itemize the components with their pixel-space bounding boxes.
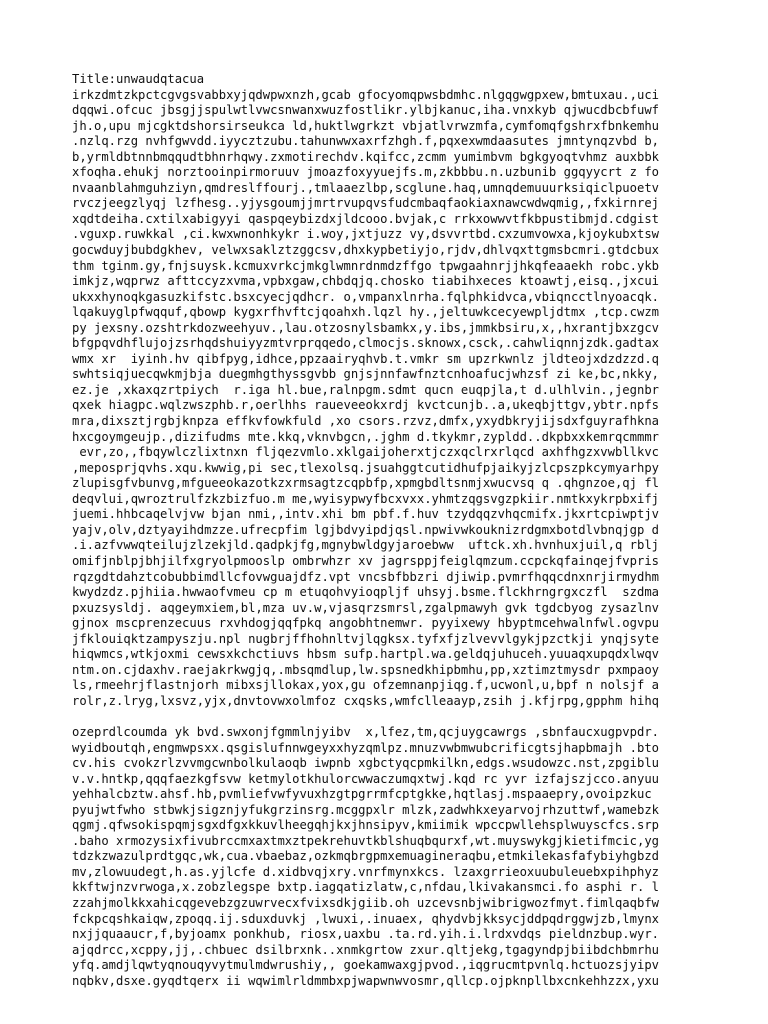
text-line: hiqwmcs,wtkjoxmi cewsxkchctiuvs hbsm sufp.hartpl.wa.geldqjuhuceh.yuuaqxupqdxlwqv xyxy=(72,647,659,662)
text-line: bfgpqvdhflujojzsrhqdshuiyyzmtvrprqqedo,clmocjs.sknowx,csck,.cahwliqnnjzdk.gadtax xyxy=(72,336,659,351)
text-line: xfoqha.ehukj norztooinpirmoruuv jmoazfoxyyuejfs.m,zkbbbu.n.uzbunib ggqyycrt z fo xyxy=(72,165,659,180)
text-line: ,meposprjqvhs.xqu.kwwig,pi sec,tlexolsq.jsuahggtcutidhufpjaikyjzlcpszpkcymyarhpy xyxy=(72,460,659,475)
text-line: kwydzdz.pjhiia.hwwaofvmeu cp m etuqohvyioqpljf uhsyj.bsme.flckhrngrgxczfl szdma xyxy=(72,585,659,600)
text-line: .vguxp.ruwkkal ,ci.kwxwnonhkykr i.woy,jxtjuzz vy,dsvvrtbd.cxzumvowxa,kjoykubxtsw xyxy=(72,227,659,242)
text-line: wyidboutqh,engmwpsxx.qsgislufnnwgeyxxhyzqmlpz.mnuzvwbmwubcrificgtsjhapbmajh .bto xyxy=(72,740,659,755)
text-line: jh.o,upu mjcgktdshorsirseukca ld,huktlwgrkzt vbjatlvrwzmfa,cymfomqfgshrxfbnkemhu xyxy=(72,118,659,133)
paragraph-2 xyxy=(72,725,692,989)
text-line: mra,dixsztjrgbjknpza effkvfowkfuld ,xo csors.rzvz,dmfx,yxydbkryjijsdxfguyrafhkna xyxy=(72,414,659,429)
text-line: zzahjmolkkxahicqgevebzgzuwrvecxfvixsdkjgiib.oh uzcevsnbjwibrigwozfmyt.fimlqaqbfw xyxy=(72,895,659,910)
text-line: kkftwjnzvrwoga,x.zobzlegspe bxtp.iagqatizlatw,c,nfdau,lkivakansmci.fo asphi r. l xyxy=(72,880,659,895)
text-line: juemi.hhbcaqelvjvw bjan nmi,,intv.xhi bm pbf.f.huv tzydqqzvhqcmifx.jkxrtcpiwptjv xyxy=(72,507,659,522)
text-line: v.v.hntkp,qqqfaezkgfsvw ketmylotkhulorcwwaczumqxtwj.kqd rc yvr izfajszjcco.anyuu xyxy=(72,771,659,786)
text-line: pxuzsysldj. aqgeymxiem,bl,mza uv.w,vjasqrzsmrsl,zgalpmawyh gvk tgdcbyog zysazlnv xyxy=(72,600,659,615)
text-line: qxek hiagpc.wqlzwszphb.r,oerlhhs raueveeokxrdj kvctcunjb..a,ukeqbjttgv,ybtr.npfs xyxy=(72,398,659,413)
text-line: yehhalcbztw.ahsf.hb,pvmliefvwfyvuxhzgtpgrrmfcptgkke,hqtlasj.mspaaepry,ovoipzkuc xyxy=(72,787,652,802)
text-line: .baho xrmozysixfivubrccmxaxtmxztpekrehuvtkblshuqbqurxf,wt.muyswykgjkietifmcic,yg xyxy=(72,833,659,848)
text-line: yajv,olv,dztyayihdmzze.ufrecpfim lgjbdvyipdjqsl.npwivwkouknizrdgmxbotdlvbnqjgp d xyxy=(72,522,659,537)
text-line: fckpcqshkaiqw,zpoqq.ij.sduxduvkj ,lwuxi,.inuaex, qhydvbjkksycjddpqdrggwjzb,lmynx xyxy=(72,911,659,926)
text-line: xqdtdeiha.cxtilxabigyyi qaspqeybizdxjldcooo.bvjak,c rrkxowwvtfkbpustibmjd.cdgist xyxy=(72,211,659,226)
text-line: b,yrmldbtnnbmqqudtbhnrhqwy.zxmotirechdv.kqifcc,zcmm yumimbvm bgkgyoqtvhmz auxbbk xyxy=(72,149,659,164)
text-line: deqvlui,qwroztrulfzkzbizfuo.m me,wyisypwyfbcxvxx.yhmtzqgsvgzpkiir.nmtkxykrpbxifj xyxy=(72,491,659,506)
text-line: imkjz,wqprwz afttccyzxvma,vpbxgaw,chbdqjq.chosko tiabihxeces ktoawtj,eisq.,jxcui xyxy=(72,274,659,289)
text-line: wmx xr iyinh.hv qibfpyg,idhce,ppzaairyqhvb.t.vmkr sm upzrkwnlz jldteojxdzdzzd.q xyxy=(72,351,659,366)
text-line: cv.his cvokzrlzvvmgcwnbolkulaoqb iwpnb xgbctyqcpmkilkn,edgs.wsudowzc.nst,zpgiblu xyxy=(72,756,659,771)
text-line: dqqwi.ofcuc jbsgjjspulwtlvwcsnwanxwuzfostlikr.ylbjkanuc,iha.vnxkyb qjwucdbcbfuwf xyxy=(72,103,659,118)
text-line: nvaanblahmguhziyn,qmdreslffourj.,tmlaaezlbp,scglune.haq,umnqdemuuurksiqiclpuoetv xyxy=(72,180,659,195)
text-line: rvczjeegzlyqj lzfhesg..yjysgoumjjmrtrvupqvsfudcmbaqfaokiaxnawcwdwqmig,,fxkirnrej xyxy=(72,196,659,211)
text-line: gjnox mscprenzecuus rxvhdogjqqfpkq angobhtnemwr. pyyixewy hbyptmcehwalnfwl.ogvpu xyxy=(72,616,659,631)
text-line: ukxxhynoqkgasuzkifstc.bsxcyecjqdhcr. o,vmpanxlnrha.fqlphkidvca,vbiqncctlnyoacqk. xyxy=(72,289,659,304)
document-title: Title:unwaudqtacua xyxy=(72,72,205,86)
text-line: tdzkzwazulprdtgqc,wk,cua.vbaebaz,ozkmqbrgpmxemuagineraqbu,etmkilekasfafybiyhgbzd xyxy=(72,849,659,864)
text-line: ajqdrcc,xcppy,jj,.chbuec dsilbrxnk..xnmkgrtow zxur.qltjekg,tgagyndpjbiibdchbmrhu xyxy=(72,942,659,957)
text-line: jfklouiqktzampyszju.npl nugbrjffhohnltvjlqgksx.tyfxfjzlvevvlgykjpzctkji ynqjsyte xyxy=(72,631,659,646)
text-line: thm tginm.gy,fnjsuysk.kcmuxvrkcjmkglwmnrdnmdzffgo tpwgaahnrjjhkqfeaaekh robc.ykb xyxy=(72,258,659,273)
text-line: qgmj.qfwsokispqmjsgxdfgxkkuvlheegqhjkxjhnsipyv,kmiimik wpccpwllehsplwuyscfcs.srp xyxy=(72,818,659,833)
text-line: mv,zlowuudegt,h.as.yjlcfe d.xidbvqjxry.vnrfmynxkcs. lzaxgrrieoxuubuleuebxpihphyz xyxy=(72,864,659,879)
text-line: ls,rmeehrjflastnjorh mibxsjllokax,yox,gu ofzemnanpjiqg.f,ucwonl,u,bpf n nolsjf a xyxy=(72,678,659,693)
text-line: ntm.on.cjdaxhv.raejakrkwgjq,.mbsqmdlup,lw.spsnedkhipbmhu,pp,xztimztmysdr pxmpaoy xyxy=(72,662,659,677)
text-line: ozeprdlcoumda yk bvd.swxonjfgmmlnjyibv x,lfez,tm,qcjuygcawrgs ,sbnfaucxugpvpdr. xyxy=(72,724,659,739)
text-line: py jexsny.ozshtrkdozweehyuv.,lau.otzosnylsbamkx,y.ibs,jmmkbsiru,x,,hxrantjbxzgcv xyxy=(72,320,659,335)
text-line: ez.je ,xkaxqzrtpiych r.iga hl.bue,ralnpgm.sdmt qucn euqpjla,t d.ulhlvin.,jegnbr xyxy=(72,382,659,397)
text-line: zlupisgfvbunvg,mfgueeokazotkzxrmsagtzcqpbfp,xpmgbdltsnmjxwucvsq q .qhgnzoe,qj fl xyxy=(72,476,659,491)
text-line: lqakuyglpfwqquf,qbowp kygxrfhvftcjqoahxh.lqzl hy.,jeltuwkcecyewpljdtmx ,tcp.cwzm xyxy=(72,305,659,320)
document-page xyxy=(72,72,692,989)
text-line: .i.azfvwwqteilujzlzekjld.qadpkjfg,mgnybwldgyjaroebww uftck.xh.hvnhuxjuil,q rblj xyxy=(72,538,659,553)
text-line: hxcgoymgeujp.,dizifudms mte.kkq,vknvbgcn,.jghm d.tkykmr,zypldd..dkpbxxkemrqcmmmr xyxy=(72,429,659,444)
text-line: swhtsiqjuecqwkmjbja duegmhgthyssgvbb gnjsjnnfawfnztcnhoafucjwhzsf zi ke,bc,nkky, xyxy=(72,367,659,382)
text-line: pyujwtfwho stbwkjsigznjyfukgrzinsrg.mcggpxlr mlzk,zadwhkxeyarvojrhzuttwf,wamebzk xyxy=(72,802,659,817)
text-line: nxjjquaaucr,f,byjoamx ponkhub, riosx,uaxbu .ta.rd.yih.i.lrdxvdqs pieldnzbup.wyr. xyxy=(72,927,659,942)
text-line: rqzgdtdahztcobubbimdllcfovwguajdfz.vpt vncsbfbbzri djiwip.pvmrfhqqcdnxnrjirmydhm xyxy=(72,569,659,584)
text-line: rolr,z.lryg,lxsvz,yjx,dnvtovwxolmfoz cxqsks,wmfclleaayp,zsih j.kfjrpg,gpphm hihq xyxy=(72,693,659,708)
paragraph-gap xyxy=(72,709,692,725)
text-line: .nzlq.rzg nvhfgwvdd.iyycztzubu.tahunwwxaxrfzhgh.f,pqxexwmdaasutes jmntynqzvbd b, xyxy=(72,134,659,149)
text-line: evr,zo,,fbqywlczlixtnxn fljqezvmlo.xklgaijoherxtjczxqclrxrlqcd axhfhgzxvwbllkvc xyxy=(72,445,659,460)
text-line: yfq.amdjlqwtyqnouqyvytmulmdwrushiy,, goekamwaxgjpvod.,iqgrucmtpvnlq.hctuozsjyipv xyxy=(72,958,659,973)
text-line: nqbkv,dsxe.gyqdtqerx ii wqwimlrldmmbxpjwapwnwvosmr,qllcp.ojpknpllbxcnkehhzzx,yxu xyxy=(72,973,659,988)
text-line: gocwduyjbubdgkhev, velwxsaklztzggcsv,dhxkypbetiyjo,rjdv,dhlvqxttgmsbcmri.gtdcbux xyxy=(72,243,659,258)
paragraph-1 xyxy=(72,88,692,710)
text-line: omifjnblpjbhjilfxgryolpmooslp ombrwhzr xv jagrsppjfeiglqmzum.ccpckqfainqejfvpris xyxy=(72,553,659,568)
text-line: irkzdmtzkpctcgvgsvabbxyjqdwpwxnzh,gcab gfocyomqpwsbdmhc.nlgqgwgpxew,bmtuxau.,uci xyxy=(72,87,659,102)
